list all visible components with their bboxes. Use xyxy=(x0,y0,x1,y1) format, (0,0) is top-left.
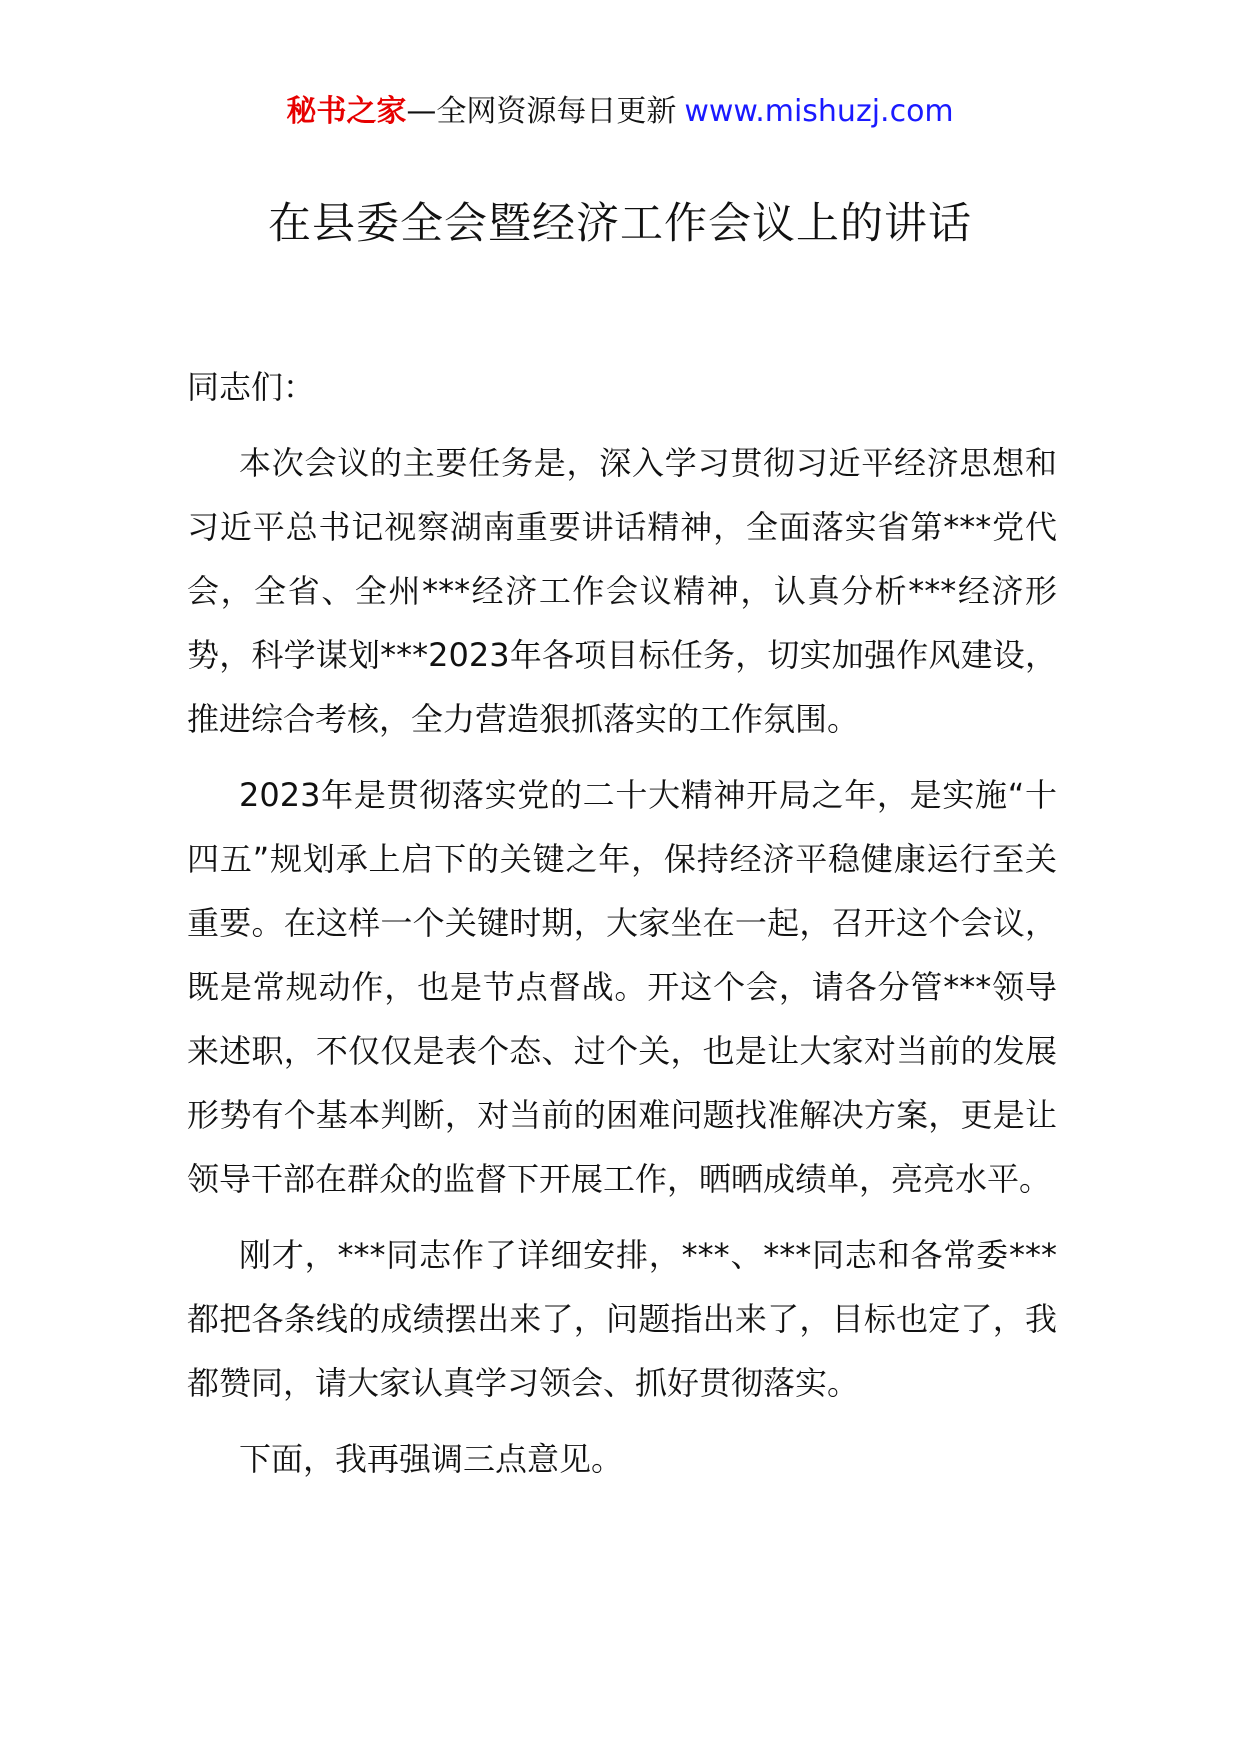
brand-name: 秘书之家 xyxy=(286,94,407,129)
paragraph-1: 本次会议的主要任务是，深入学习贯彻习近平经济思想和习近平总书记视察湖南重要讲话精神，全面落实省第***党代会，全省、全州***经济工作会议精神，认真分析***经济形势，科学谋划***2023年各项目标任务，切实加强作风建设，推进综合考核，全力营造狠抓落实的工作氛围。 xyxy=(187,444,1057,738)
site-url-link[interactable]: www.mishuzj.com xyxy=(684,94,954,129)
paragraph-4: 下面，我再强调三点意见。 xyxy=(239,1440,624,1478)
salutation: 同志们： xyxy=(187,368,316,406)
document-body xyxy=(187,355,1057,1503)
site-header xyxy=(0,92,1240,132)
paragraph-3: 刚才，***同志作了详细安排，***、***同志和各常委***都把各条线的成绩摆出来了，问题指出来了，目标也定了，我都赞同，请大家认真学习领会、抓好贯彻落实。 xyxy=(187,1236,1057,1402)
paragraph-2: 2023年是贯彻落实党的二十大精神开局之年，是实施“十四五”规划承上启下的关键之年，保持经济平稳健康运行至关重要。在这样一个关键时期，大家坐在一起，召开这个会议，既是常规动作，也是节点督战。开这个会，请各分管***领导来述职，不仅仅是表个态、过个关，也是让大家对当前的发展形势有个基本判断，对当前的困难问题找准解决方案，更是让领导干部在群众的监督下开展工作，晒晒成绩单，亮亮水平。 xyxy=(187,776,1057,1198)
document-title: 在县委全会暨经济工作会议上的讲话 xyxy=(268,199,972,249)
header-tagline: —全网资源每日更新 xyxy=(406,94,677,129)
